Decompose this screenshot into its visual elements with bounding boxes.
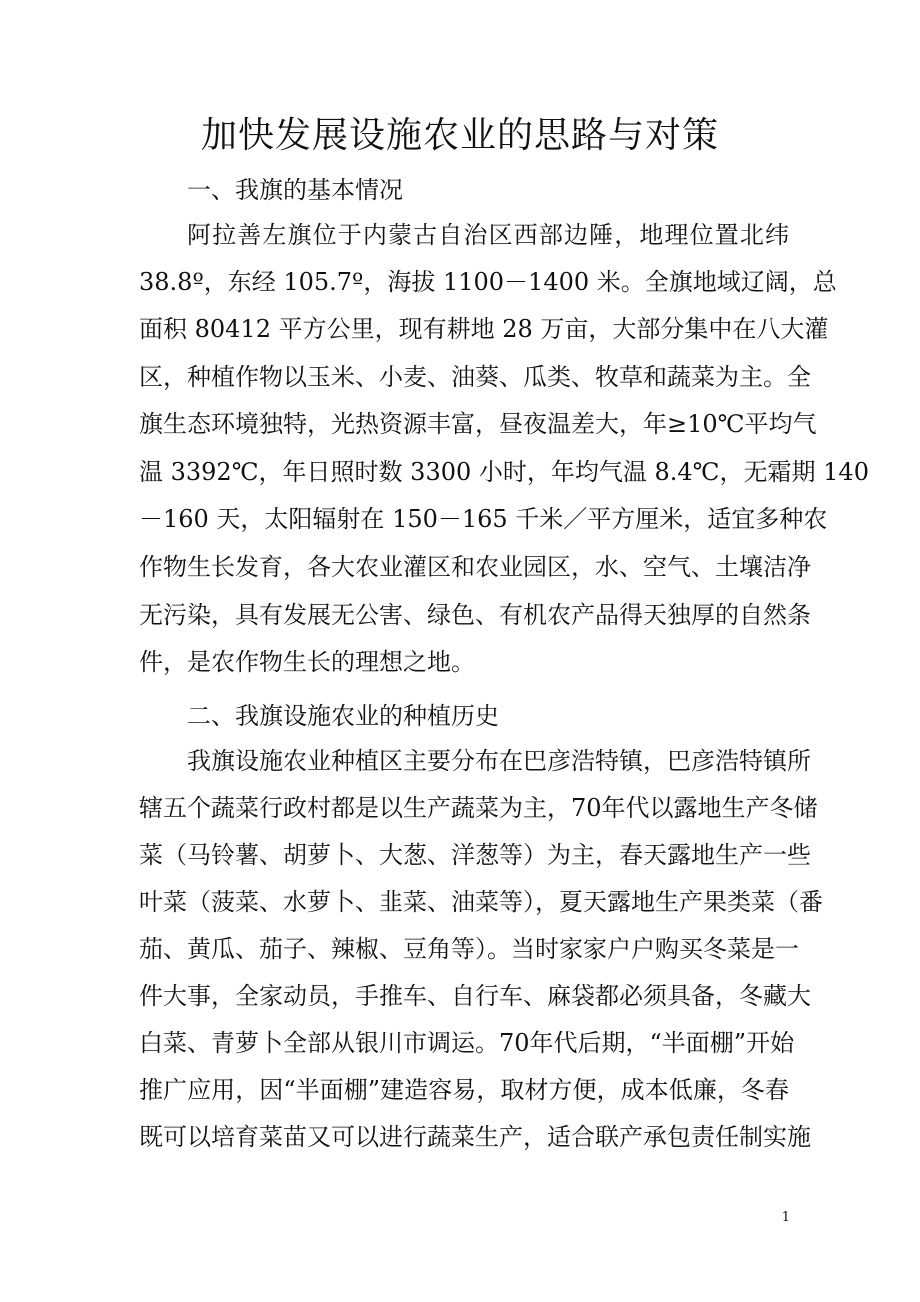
paragraph-line: 辖五个蔬菜行政村都是以生产蔬菜为主，70年代以露地生产冬储: [139, 794, 818, 822]
paragraph-line: 白菜、青萝卜全部从银川市调运。70年代后期，“半面棚”开始: [139, 1029, 795, 1057]
paragraph-line: 作物生长发育，各大农业灌区和农业园区，水、空气、土壤洁净: [139, 553, 811, 581]
paragraph-line: 件大事，全家动员，手推车、自行车、麻袋都必须具备，冬藏大: [139, 982, 811, 1010]
paragraph-line: 旗生态环境独特，光热资源丰富，昼夜温差大，年≥10℃平均气: [139, 410, 817, 438]
paragraph-line: 既可以培育菜苗又可以进行蔬菜生产，适合联产承包责任制实施: [139, 1123, 811, 1151]
paragraph-line: 件，是农作物生长的理想之地。: [139, 648, 475, 676]
paragraph-line: 我旗设施农业种植区主要分布在巴彦浩特镇，巴彦浩特镇所: [187, 747, 811, 775]
paragraph-line: 茄、黄瓜、茄子、辣椒、豆角等）。当时家家户户购买冬菜是一: [139, 935, 799, 963]
paragraph-line: 推广应用，因“半面棚”建造容易，取材方便，成本低廉，冬春: [139, 1076, 789, 1104]
paragraph-line: 面积 80412 平方公里，现有耕地 28 万亩，大部分集中在八大灌: [139, 315, 829, 343]
paragraph-line: 无污染，具有发展无公害、绿色、有机农产品得天独厚的自然条: [139, 601, 811, 629]
section-heading-planting-history: 二、我旗设施农业的种植历史: [187, 702, 499, 730]
paragraph-line: 叶菜（菠菜、水萝卜、韭菜、油菜等），夏天露地生产果类菜（番: [139, 888, 823, 916]
paragraph-line: 阿拉善左旗位于内蒙古自治区西部边陲，地理位置北纬: [187, 221, 789, 249]
document-title: 加快发展设施农业的思路与对策: [200, 115, 719, 156]
paragraph-line: 温 3392℃，年日照时数 3300 小时，年均气温 8.4℃，无霜期 140: [139, 458, 869, 486]
page-number: 1: [781, 1210, 790, 1225]
paragraph-line: 38.8º，东经 105.7º，海拔 1100－1400 米。全旗地域辽阔，总: [139, 268, 837, 296]
paragraph-line: －160 天，太阳辐射在 150－165 千米／平方厘米，适宜多种农: [139, 505, 828, 533]
paragraph-line: 区，种植作物以玉米、小麦、油葵、瓜类、牧草和蔬菜为主。全: [139, 363, 811, 391]
section-heading-basic-situation: 一、我旗的基本情况: [187, 176, 403, 204]
paragraph-line: 菜（马铃薯、胡萝卜、大葱、洋葱等）为主，春天露地生产一些: [139, 841, 811, 869]
